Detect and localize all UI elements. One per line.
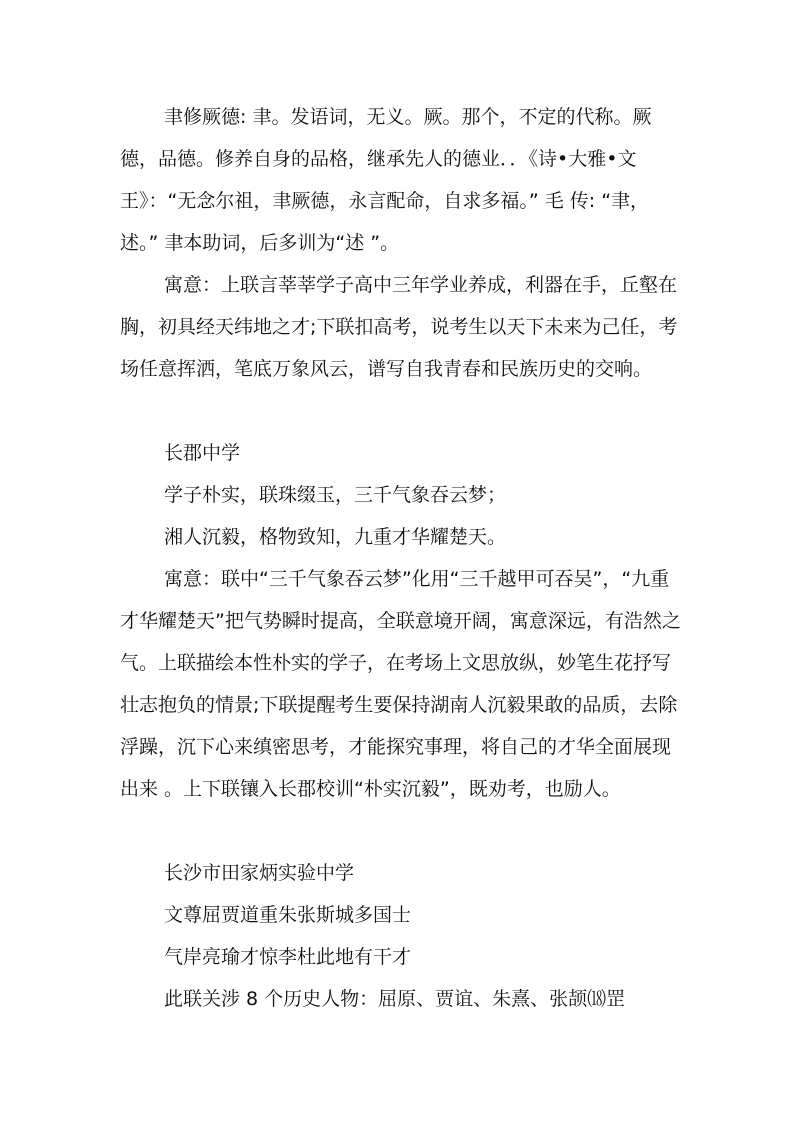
couplet-line-3: 文尊屈贾道重朱张斯城多国士 — [164, 904, 412, 926]
paragraph-meaning-1: 寓意：上联言莘莘学子高中三年学业养成，利器在手，丘壑在胸，初具经天纬地之才;下联扣高考，说考生以天下未来为己任，考场任意挥洒，笔底万象风云，谱写自我青春和民族历史的交响。 — [120, 274, 678, 380]
paragraph-yuxiujuede: 聿修厥德: 聿。发语词，无义。厥。那个，不定的代称。厥德，品德。修养自身的品格，继承先人的德业．．《诗•大雅•文王》：“无念尔祖，聿厥德，永言配命，自求多福。” 毛 传: “聿，述。” 聿本助词，后多训为“述 ”。 — [120, 106, 652, 254]
paragraph-historical-figures: 此联关涉 8 个历史人物：屈原、贾谊、朱熹、张颉⒅罡 — [164, 988, 626, 1010]
school-name-tianjiabing: 长沙市田家炳实验中学 — [164, 862, 355, 884]
couplet-line-4: 气岸亮瑜才惊李杜此地有干才 — [164, 946, 412, 968]
couplet-line-1: 学子朴实，联珠缀玉，三千气象吞云梦； — [164, 484, 507, 506]
couplet-line-2: 湘人沉毅，格物致知，九重才华耀楚天。 — [164, 526, 507, 548]
paragraph-meaning-2: 寓意：联中“三千气象吞云梦”化用“三千越甲可吞吴”，“九重才华耀楚天”把气势瞬时提高，全联意境开阔，寓意深远，有浩然之气。上联描绘本性朴实的学子，在考场上文思放纵，妙笔生花抒写壮志抱负的情景;下联提醒考生要保持湖南人沉毅果敢的品质，去除浮躁，沉下心来缜密思考，才能探究事理，将自己的才华全面展现出来 。上下联镶入长郡校训“朴实沉毅”，既劝考，也励人。 — [120, 568, 681, 800]
school-name-changjun: 长郡中学 — [164, 442, 241, 464]
